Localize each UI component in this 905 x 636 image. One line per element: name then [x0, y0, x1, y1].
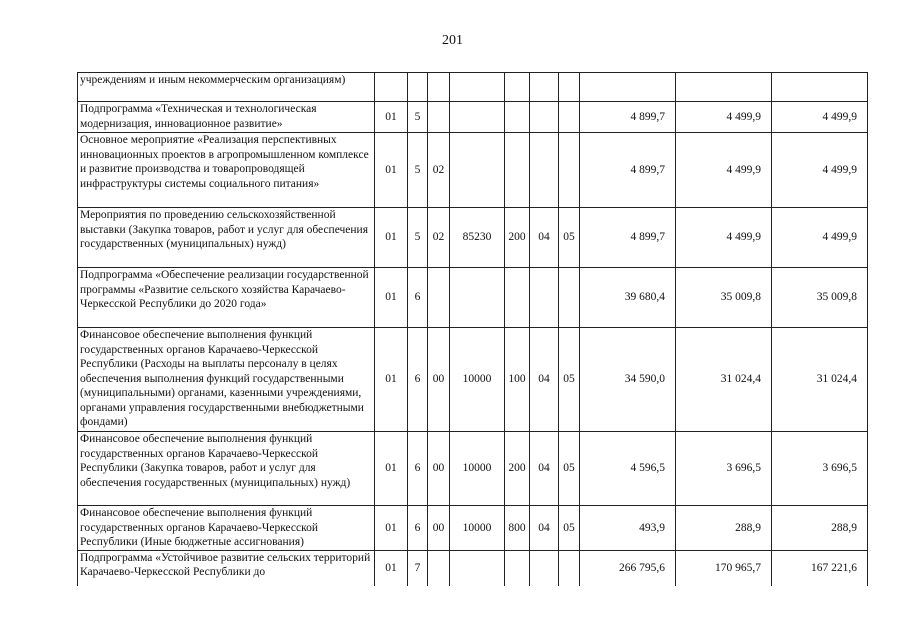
table-row: [78, 102, 868, 133]
code-cell: 01: [375, 550, 408, 586]
code-cell: [428, 268, 450, 328]
code-cell: 01: [375, 328, 408, 432]
code-cell: 6: [408, 432, 428, 506]
code-cell: 6: [408, 268, 428, 328]
code-cell: [428, 73, 450, 102]
row-name-cell: Финансовое обеспечение выполнения функций государственных органов Карачаево-Черкесской Республики (Иные бюджетные ассигнования): [78, 506, 375, 551]
row-name-cell: Подпрограмма «Устойчивое развитие сельских территорий Карачаево-Черкесской Республики до: [78, 550, 375, 586]
code-cell: 04: [530, 432, 559, 506]
code-cell: 05: [559, 432, 580, 506]
code-cell: 85230: [450, 208, 505, 268]
code-cell: [408, 73, 428, 102]
amount-cell: 4 899,7: [580, 102, 676, 133]
code-cell: 05: [559, 506, 580, 551]
table-row: [78, 268, 868, 328]
code-cell: 200: [505, 208, 530, 268]
code-cell: 01: [375, 133, 408, 208]
code-cell: 10000: [450, 506, 505, 551]
code-cell: 04: [530, 328, 559, 432]
code-cell: 00: [428, 432, 450, 506]
amount-cell: 4 499,9: [676, 133, 772, 208]
code-cell: 00: [428, 506, 450, 551]
table-row: [78, 208, 868, 268]
amount-cell: [676, 73, 772, 102]
amount-cell: 31 024,4: [772, 328, 868, 432]
code-cell: [559, 73, 580, 102]
code-cell: [428, 550, 450, 586]
code-cell: 05: [559, 328, 580, 432]
row-name-cell: Мероприятия по проведению сельскохозяйственной выставки (Закупка товаров, работ и услуг для обеспечения государственных (муниципальных) нужд): [78, 208, 375, 268]
code-cell: [559, 133, 580, 208]
row-name-cell: учреждениям и иным некоммерческим организациям): [78, 73, 375, 102]
code-cell: 100: [505, 328, 530, 432]
amount-cell: 3 696,5: [772, 432, 868, 506]
table-row: [78, 133, 868, 208]
amount-cell: 35 009,8: [676, 268, 772, 328]
table-row: [78, 550, 868, 586]
code-cell: [530, 73, 559, 102]
code-cell: [450, 133, 505, 208]
code-cell: [505, 268, 530, 328]
code-cell: 04: [530, 208, 559, 268]
code-cell: 01: [375, 268, 408, 328]
code-cell: [450, 268, 505, 328]
code-cell: 01: [375, 506, 408, 551]
code-cell: 02: [428, 208, 450, 268]
code-cell: [450, 550, 505, 586]
amount-cell: 288,9: [676, 506, 772, 551]
code-cell: 6: [408, 328, 428, 432]
amount-cell: 34 590,0: [580, 328, 676, 432]
code-cell: 5: [408, 208, 428, 268]
code-cell: 01: [375, 208, 408, 268]
row-name-cell: Финансовое обеспечение выполнения функций государственных органов Карачаево-Черкесской Республики (Закупка товаров, работ и услуг для обеспечения государственных (муниципальных) нужд): [78, 432, 375, 506]
table-row: [78, 73, 868, 102]
amount-cell: 35 009,8: [772, 268, 868, 328]
amount-cell: 39 680,4: [580, 268, 676, 328]
code-cell: [428, 102, 450, 133]
amount-cell: [772, 73, 868, 102]
code-cell: [530, 268, 559, 328]
code-cell: [450, 102, 505, 133]
amount-cell: 3 696,5: [676, 432, 772, 506]
row-name-cell: Подпрограмма «Обеспечение реализации государственной программы «Развитие сельского хозяйства Карачаево-Черкесской Республики до 2020 года»: [78, 268, 375, 328]
code-cell: 5: [408, 102, 428, 133]
code-cell: [559, 102, 580, 133]
code-cell: 00: [428, 328, 450, 432]
code-cell: 5: [408, 133, 428, 208]
code-cell: 800: [505, 506, 530, 551]
code-cell: 7: [408, 550, 428, 586]
code-cell: [559, 550, 580, 586]
row-name-cell: Основное мероприятие «Реализация перспективных инновационных проектов в агропромышленном комплексе и развитие производства и товаропроводящей инфраструктуры системы социального питания»: [78, 133, 375, 208]
code-cell: 05: [559, 208, 580, 268]
code-cell: 04: [530, 506, 559, 551]
amount-cell: 288,9: [772, 506, 868, 551]
amount-cell: 493,9: [580, 506, 676, 551]
code-cell: 200: [505, 432, 530, 506]
code-cell: 6: [408, 506, 428, 551]
code-cell: [505, 102, 530, 133]
table-row: [78, 432, 868, 506]
amount-cell: 31 024,4: [676, 328, 772, 432]
row-name-cell: Подпрограмма «Техническая и технологическая модернизация, инновационное развитие»: [78, 102, 375, 133]
code-cell: 01: [375, 432, 408, 506]
amount-cell: 4 596,5: [580, 432, 676, 506]
amount-cell: 266 795,6: [580, 550, 676, 586]
table-row: [78, 506, 868, 551]
code-cell: [530, 102, 559, 133]
amount-cell: 4 499,9: [676, 102, 772, 133]
code-cell: [505, 550, 530, 586]
amount-cell: 4 499,9: [676, 208, 772, 268]
code-cell: [450, 73, 505, 102]
amount-cell: 167 221,6: [772, 550, 868, 586]
amount-cell: 4 499,9: [772, 208, 868, 268]
amount-cell: [580, 73, 676, 102]
code-cell: 10000: [450, 432, 505, 506]
amount-cell: 170 965,7: [676, 550, 772, 586]
amount-cell: 4 899,7: [580, 133, 676, 208]
code-cell: [559, 268, 580, 328]
code-cell: [505, 133, 530, 208]
code-cell: [530, 133, 559, 208]
row-name-cell: Финансовое обеспечение выполнения функций государственных органов Карачаево-Черкесской Республики (Расходы на выплаты персоналу в целях обеспечения выполнения функций государственными (муниципальными) органами, казенными учреждениями, органами управления государственными внебюджетными фондами): [78, 328, 375, 432]
code-cell: [375, 73, 408, 102]
code-cell: 02: [428, 133, 450, 208]
amount-cell: 4 499,9: [772, 133, 868, 208]
code-cell: [505, 73, 530, 102]
code-cell: 01: [375, 102, 408, 133]
page-number: 201: [442, 33, 463, 48]
code-cell: [530, 550, 559, 586]
budget-table: [77, 72, 868, 586]
amount-cell: 4 899,7: [580, 208, 676, 268]
code-cell: 10000: [450, 328, 505, 432]
table-row: [78, 328, 868, 432]
amount-cell: 4 499,9: [772, 102, 868, 133]
